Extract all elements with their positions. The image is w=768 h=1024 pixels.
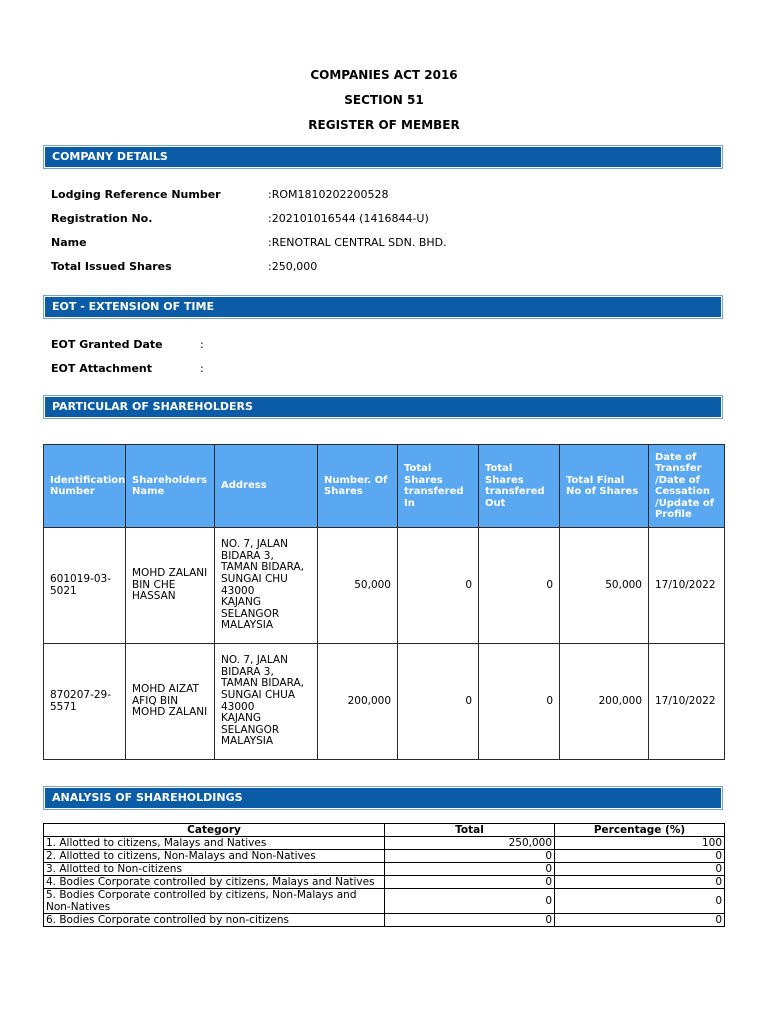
table-row bbox=[44, 863, 725, 876]
cell-category: 2. Allotted to citizens, Non-Malays and Non-Natives bbox=[44, 850, 385, 863]
col-category: Category bbox=[44, 824, 385, 837]
cell-total: 0 bbox=[385, 914, 555, 927]
cell-id: 870207-29-5571 bbox=[44, 644, 126, 760]
address-line: 43000 bbox=[221, 700, 255, 713]
field-label: EOT Attachment bbox=[51, 362, 153, 375]
address-line: SUNGAI CHU bbox=[221, 572, 288, 585]
cell-address bbox=[215, 528, 318, 644]
cell-category: 6. Bodies Corporate controlled by non-citizens bbox=[44, 914, 385, 927]
register-title: REGISTER OF MEMBER bbox=[308, 118, 460, 132]
cell-transfered-in: 0 bbox=[398, 644, 479, 760]
cell-name: MOHD AIZAT AFIQ BIN MOHD ZALANI bbox=[126, 644, 215, 760]
table-row bbox=[44, 837, 725, 850]
cell-total: 0 bbox=[385, 850, 555, 863]
address-line: MALAYSIA bbox=[221, 619, 274, 632]
field-label: Total Issued Shares bbox=[51, 260, 172, 273]
table-row bbox=[44, 850, 725, 863]
field-value: : bbox=[200, 362, 204, 375]
field-value: : bbox=[200, 338, 204, 351]
field-label: Lodging Reference Number bbox=[51, 188, 221, 201]
field-label: EOT Granted Date bbox=[51, 338, 163, 351]
cell-percentage: 0 bbox=[555, 889, 725, 914]
cell-category: 5. Bodies Corporate controlled by citizens, Non-Malays and Non-Natives bbox=[44, 889, 385, 914]
field-label: Name bbox=[51, 236, 87, 249]
address-line: MALAYSIA bbox=[221, 735, 274, 748]
cell-transfered-in: 0 bbox=[398, 528, 479, 644]
section-title: SECTION 51 bbox=[344, 93, 424, 107]
cell-category: 4. Bodies Corporate controlled by citizens, Malays and Natives bbox=[44, 876, 385, 889]
table-row bbox=[44, 914, 725, 927]
table-row bbox=[44, 889, 725, 914]
address-line: 43000 bbox=[221, 584, 255, 597]
company-details-header: COMPANY DETAILS bbox=[43, 145, 723, 169]
cell-total: 0 bbox=[385, 889, 555, 914]
cell-address bbox=[215, 644, 318, 760]
cell-shares: 200,000 bbox=[318, 644, 398, 760]
shareholders-header: PARTICULAR OF SHAREHOLDERS bbox=[43, 395, 723, 419]
col-percentage: Percentage (%) bbox=[555, 824, 725, 837]
cell-final-shares: 50,000 bbox=[560, 528, 649, 644]
col-shareholders-name: Shareholders Name bbox=[126, 445, 215, 528]
address-line: SUNGAI CHUA bbox=[221, 688, 296, 701]
field-value: :202101016544 (1416844-U) bbox=[268, 212, 429, 225]
col-final-shares: Total Final No of Shares bbox=[560, 445, 649, 528]
cell-total: 0 bbox=[385, 863, 555, 876]
cell-percentage: 0 bbox=[555, 876, 725, 889]
cell-category: 1. Allotted to citizens, Malays and Natives bbox=[44, 837, 385, 850]
col-address: Address bbox=[215, 445, 318, 528]
col-transfered-out: Total Shares transfered Out bbox=[479, 445, 560, 528]
table-row bbox=[44, 528, 725, 644]
table-row bbox=[44, 644, 725, 760]
address-line: NO. 7, JALAN BIDARA 3, bbox=[221, 654, 288, 678]
cell-category: 3. Allotted to Non-citizens bbox=[44, 863, 385, 876]
cell-percentage: 0 bbox=[555, 863, 725, 876]
address-line: KAJANG bbox=[221, 596, 261, 609]
col-transfered-in: Total Shares transfered In bbox=[398, 445, 479, 528]
cell-transfered-out: 0 bbox=[479, 528, 560, 644]
address-line: TAMAN BIDARA, bbox=[221, 677, 304, 690]
col-identification-number: Identification Number bbox=[44, 445, 126, 528]
address-line: NO. 7, JALAN BIDARA 3, bbox=[221, 538, 288, 562]
field-label: Registration No. bbox=[51, 212, 153, 225]
cell-percentage: 0 bbox=[555, 914, 725, 927]
col-number-of-shares: Number. Of Shares bbox=[318, 445, 398, 528]
shareholders-table bbox=[43, 444, 725, 760]
cell-transfered-out: 0 bbox=[479, 644, 560, 760]
address-line: SELANGOR bbox=[221, 607, 280, 620]
cell-total: 250,000 bbox=[385, 837, 555, 850]
field-value: :ROM1810202200528 bbox=[268, 188, 389, 201]
table-header-row bbox=[44, 445, 725, 528]
cell-id: 601019-03-5021 bbox=[44, 528, 126, 644]
field-value: :RENOTRAL CENTRAL SDN. BHD. bbox=[268, 236, 447, 249]
col-total: Total bbox=[385, 824, 555, 837]
table-header-row bbox=[44, 824, 725, 837]
table-row bbox=[44, 876, 725, 889]
cell-final-shares: 200,000 bbox=[560, 644, 649, 760]
address-line: TAMAN BIDARA, bbox=[221, 561, 304, 574]
cell-date: 17/10/2022 bbox=[649, 528, 725, 644]
cell-date: 17/10/2022 bbox=[649, 644, 725, 760]
cell-name: MOHD ZALANI BIN CHE HASSAN bbox=[126, 528, 215, 644]
address-line: KAJANG bbox=[221, 712, 261, 725]
field-value: :250,000 bbox=[268, 260, 318, 273]
cell-shares: 50,000 bbox=[318, 528, 398, 644]
eot-header: EOT - EXTENSION OF TIME bbox=[43, 295, 723, 319]
analysis-header: ANALYSIS OF SHAREHOLDINGS bbox=[43, 786, 723, 810]
col-date: Date of Transfer /Date of Cessation /Update of Profile bbox=[649, 445, 725, 528]
analysis-table bbox=[43, 823, 725, 927]
cell-percentage: 0 bbox=[555, 850, 725, 863]
act-title: COMPANIES ACT 2016 bbox=[310, 68, 458, 82]
cell-percentage: 100 bbox=[555, 837, 725, 850]
address-line: SELANGOR bbox=[221, 723, 280, 736]
cell-total: 0 bbox=[385, 876, 555, 889]
